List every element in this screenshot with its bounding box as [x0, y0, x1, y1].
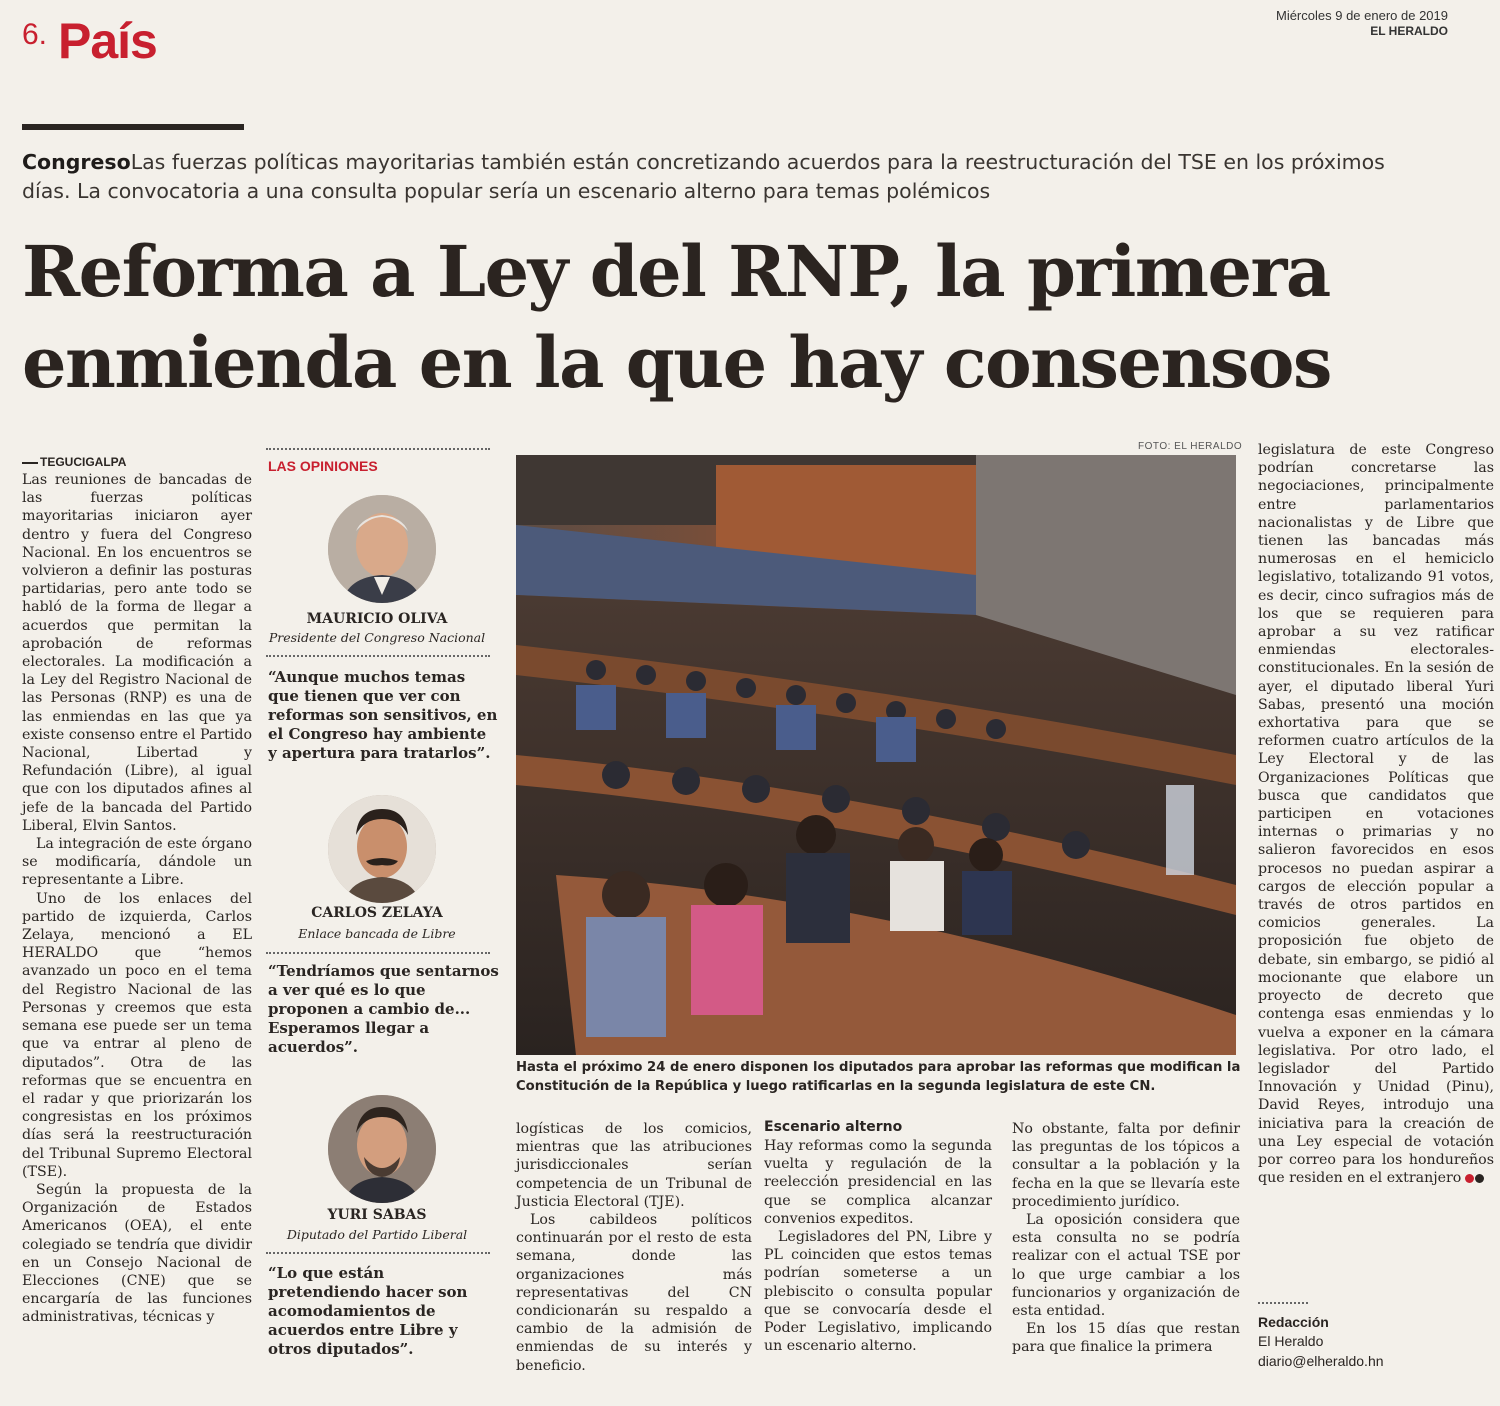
deck-text: Las fuerzas políticas mayoritarias también están concretizando acuerdos para la reestructuración del TSE en los próximos días. La convocatoria a una consulta popular sería un escenario alterno para temas polémicos	[22, 150, 1385, 203]
body-column-1	[22, 471, 252, 1327]
opinion-name: MAURICIO OLIVA	[306, 611, 448, 627]
opinion-role: Presidente del Congreso Nacional	[268, 630, 486, 645]
opinion-quote: “Lo que están pretendiendo hacer son acomodamientos de acuerdos entre Libre y otros diputados”.	[268, 1264, 468, 1358]
opinion-quote: “Aunque muchos temas que tienen que ver con reformas son sensitivos, en el Congreso hay ambiente y apertura para tratarlos”.	[268, 668, 498, 762]
paragraph: Uno de los enlaces del partido de izquierda, Carlos Zelaya, mencionó a EL HERALDO que “hemos avanzado un poco en el tema del Registro Nacional de las Personas y creemos que esta semana ese puede ser un tema que va entrar al pleno de diputados”. Otra de las reformas que se encuentra en el radar y que priorizarán los congresistas en los próximos días será la reestructuración del Tribunal Supremo Electoral (TSE).	[22, 890, 252, 1180]
section-rule	[22, 124, 244, 130]
headline-line-2: enmienda en la que hay consensos	[22, 321, 1331, 404]
paragraph: Legisladores del PN, Libre y PL coinciden que estos temas podrían someterse a un plebiscito o consulta popular que se convocaría desde el Poder Legislativo, implicando un escenario alterno.	[764, 1229, 992, 1355]
opinion-divider	[266, 952, 490, 954]
paragraph: Según la propuesta de la Organización de Estados Americanos (OEA), el ente colegiado se tendría que dividir en un Consejo Nacional de Elecciones (CNE) que se encargaría de las funciones administrativas, técnicas y	[22, 1181, 252, 1326]
paragraph: La oposición considera que esta consulta no se podría realizar con el actual TSE por lo que urge cambiar a los funcionarios y organización de esta entidad.	[1012, 1212, 1240, 1320]
opinion-quote: “Tendríamos que sentarnos a ver qué es lo que proponen a cambio de... Esperamos llegar a acuerdos”.	[268, 962, 499, 1056]
signature-email: diario@elheraldo.hn	[1258, 1353, 1384, 1369]
opinion-divider	[266, 1252, 490, 1254]
paragraph: La integración de este órgano se modificaría, dándole un representante a Libre.	[22, 836, 252, 889]
dateline: TEGUCIGALPA	[22, 455, 126, 469]
subhead: Escenario alterno	[764, 1119, 903, 1135]
opinion-name: CARLOS ZELAYA	[311, 905, 443, 921]
body-column-5	[1012, 1120, 1240, 1357]
paragraph: Hay reformas como la segunda vuelta y regulación de la reelección presidencial en las que se complica alcanzar convenios expeditos.	[764, 1138, 992, 1227]
body-column-4	[764, 1137, 992, 1355]
paragraph	[1258, 441, 1494, 1187]
paragraph: No obstante, falta por definir las preguntas de los tópicos a consultar a la población y la fecha en la que se llevaría este procedimiento jurídico.	[1012, 1121, 1240, 1210]
opinion-name: YURI SABAS	[327, 1207, 427, 1223]
paragraph: Las reuniones de bancadas de las fuerzas políticas mayoritarias iniciaron ayer dentro y fuera del Congreso Nacional. En los encuentros se volvieron a definir las posturas partidarias, pero ante todo se habló de la forma de llegar a acuerdos que permitan la aprobación de reformas electorales. La modificación a la Ley del Registro Nacional de las Personas (RNP) es una de las enmiendas en las que ya existe consenso entre el Partido Nacional, Libertad y Refundación (Libre), al igual que con los diputados afines al jefe de la bancada del Partido Liberal, Elvin Santos.	[22, 472, 252, 834]
paragraph: En los 15 días que restan para que finalice la primera	[1012, 1321, 1240, 1356]
signature-name: El Heraldo	[1258, 1333, 1324, 1349]
paragraph: logísticas de los comicios, mientras que las atribuciones jurisdiccionales serían competencia de un Tribunal de Justicia Electoral (TJE).	[516, 1121, 752, 1210]
paragraph-text: legislatura de este Congreso podrían concretarse las negociaciones, principalmente entre parlamentarios nacionalistas y de Libre que tienen las bancadas más numerosas en el hemiciclo legislativo, totalizando 91 votos, es decir, cinco sufragios más de los que se requieren para aprobar a su vez ratificar enmiendas electorales-constitucionales. En la sesión de ayer, el diputado liberal Yuri Sabas, presentó una moción exhortativa para que se reformen cuatro artículos de la Ley Electoral y de las Organizaciones Políticas que busca que candidatos que participen en votaciones internas o primarias y no salieron favorecidos en esos procesos no puedan aspirar a cargos de elección popular a través de otros partidos en comicios generales. La proposición fue objeto de debate, sin embargo, se pidió al mocionante que elabore un proyecto de decreto que contenga esas enmiendas y lo vuelva a exponer en la cámara legislativa. Por otro lado, el legislador del Partido Innovación y Unidad (Pinu), David Reyes, introdujo una iniciativa para la creación de una Ley especial de votación por correo para los hondureños que residen en el extranjero	[1258, 442, 1494, 1187]
paragraph: Los cabildeos políticos continuarán por el resto de esta semana, donde las organizaciones más representativas del CN condicionarán su respaldo a cambio de la admisión de enmiendas de su interés y beneficio.	[516, 1212, 752, 1374]
portrait-yuri-sabas	[328, 1095, 436, 1203]
article-deck	[22, 148, 1422, 206]
publication-date: Miércoles 9 de enero de 2019	[1275, 8, 1448, 23]
photo-credit: FOTO: EL HERALDO	[1138, 441, 1243, 452]
opinions-heading: LAS OPINIONES	[268, 458, 378, 474]
end-mark-icon	[1464, 1169, 1484, 1187]
opinions-divider	[266, 448, 490, 450]
article-headline	[22, 226, 1492, 408]
headline-line-1: Reforma a Ley del RNP, la primera	[22, 230, 1330, 313]
portrait-carlos-zelaya	[328, 795, 436, 903]
section-title: País	[58, 13, 157, 69]
newspaper-name: EL HERALDO	[1370, 24, 1448, 38]
photo-caption: Hasta el próximo 24 de enero disponen los diputados para aprobar las reformas que modifican la Constitución de la República y luego ratificarlas en la segunda legislatura de este CN.	[516, 1060, 1241, 1094]
opinion-role: Diputado del Partido Liberal	[286, 1227, 468, 1242]
page-number: 6.	[22, 18, 48, 51]
body-column-3	[516, 1120, 752, 1375]
signature-label: Redacción	[1258, 1314, 1329, 1330]
portrait-mauricio-oliva	[328, 495, 436, 603]
congress-photo	[516, 455, 1236, 1055]
body-column-6	[1258, 441, 1494, 1187]
opinion-divider	[266, 655, 490, 657]
opinion-role: Enlace bancada de Libre	[298, 926, 456, 941]
signature-divider	[1258, 1302, 1308, 1304]
deck-kicker: Congreso	[22, 150, 131, 174]
